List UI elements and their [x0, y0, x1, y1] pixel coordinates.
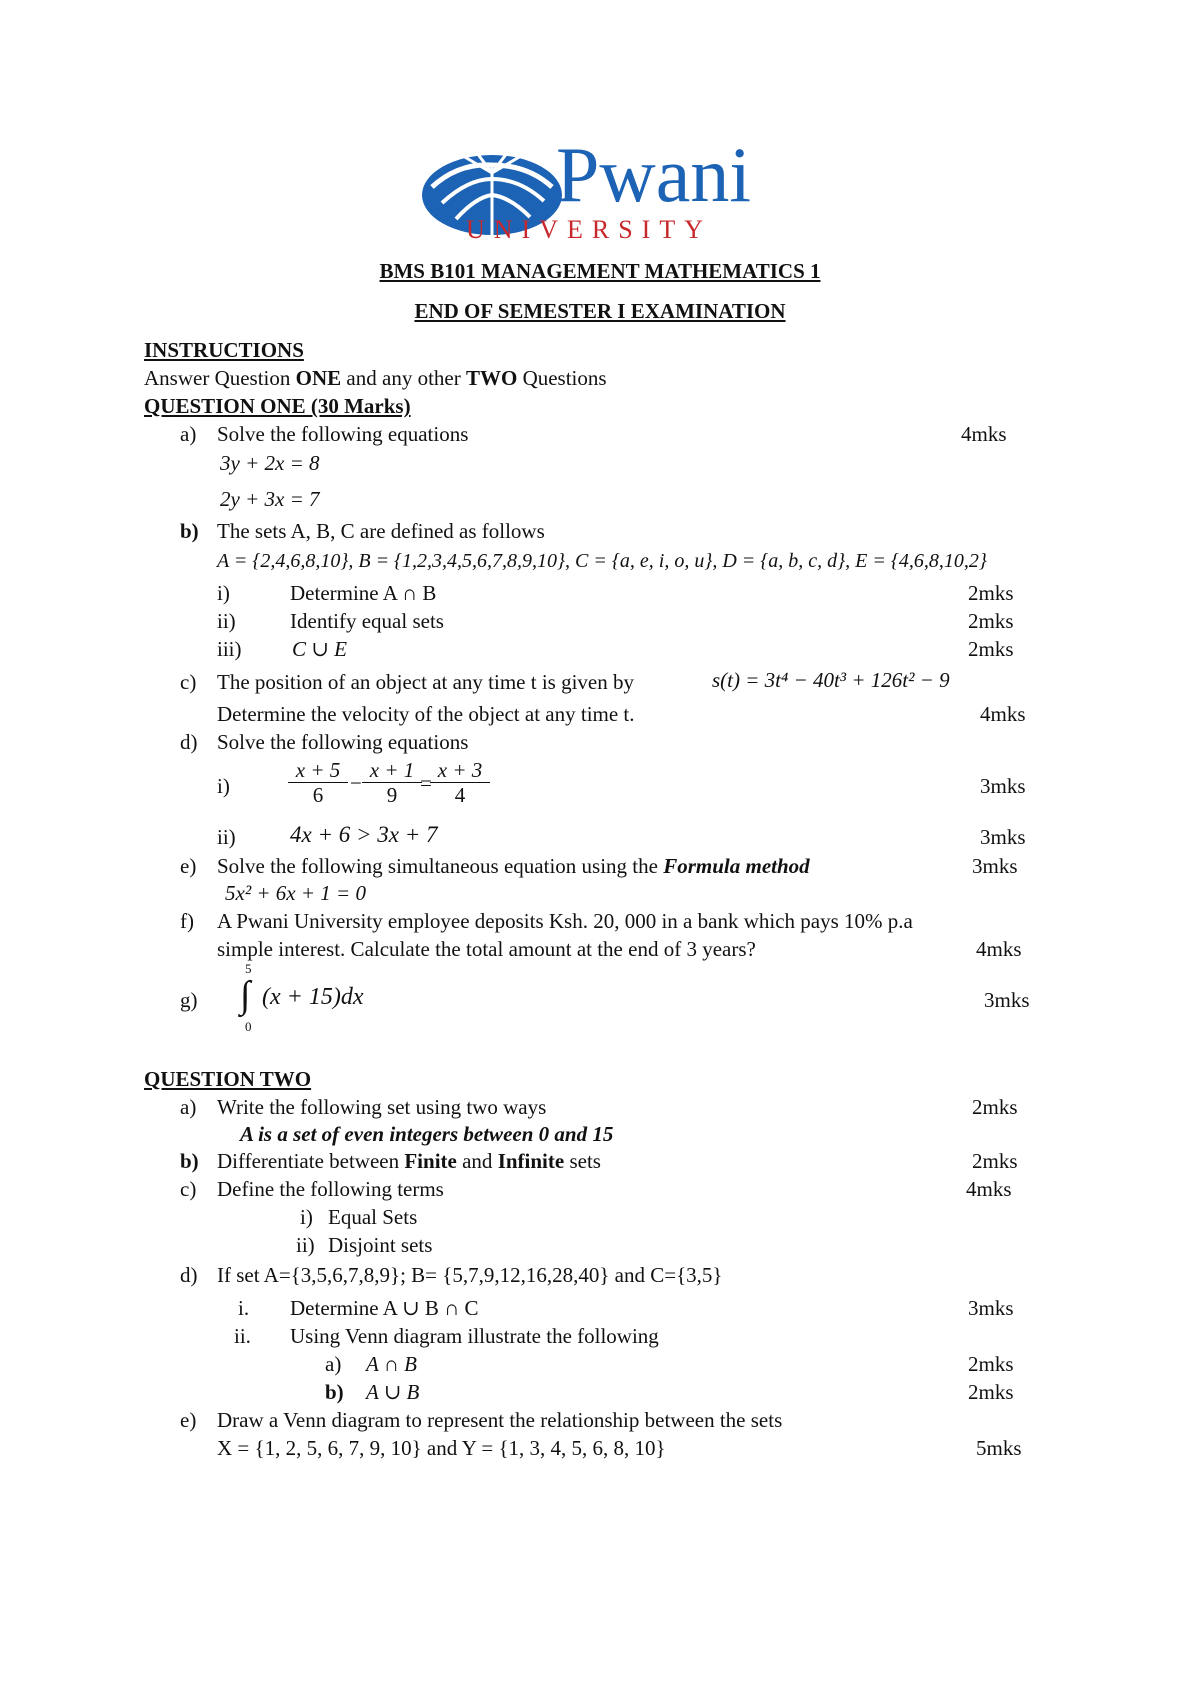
question-one-heading: QUESTION ONE (30 Marks) — [144, 394, 411, 418]
q2-d-ii-text: Using Venn diagram illustrate the following — [290, 1324, 659, 1348]
q1-g-label: g) — [180, 988, 198, 1012]
q1-d-i-operator-2: = — [420, 771, 432, 795]
q1-f-marks: 4mks — [976, 937, 1022, 961]
instructions-text: Answer Question ONE and any other TWO Questions — [144, 366, 607, 390]
q2-e-line2: X = {1, 2, 5, 6, 7, 9, 10} and Y = {1, 3, 4, 5, 6, 8, 10} — [217, 1436, 666, 1460]
q1-e-equation: 5x² + 6x + 1 = 0 — [225, 881, 366, 905]
q1-e-label: e) — [180, 854, 197, 878]
q1-f-label: f) — [180, 909, 194, 933]
q1-f-line2: simple interest. Calculate the total amount at the end of 3 years? — [217, 937, 756, 961]
q1-a-equation-1: 3y + 2x = 8 — [220, 451, 320, 475]
instructions-heading: INSTRUCTIONS — [144, 338, 304, 362]
fraction-denominator: 4 — [454, 783, 466, 807]
q1-b-text: The sets A, B, C are defined as follows — [217, 519, 545, 543]
q1-a-label: a) — [180, 422, 197, 446]
q2-d-b-label: b) — [325, 1380, 344, 1404]
logo-subtext: UNIVERSITY — [466, 215, 712, 244]
q2-b-label: b) — [180, 1149, 199, 1173]
q1-d-text: Solve the following equations — [217, 730, 469, 754]
q2-c-i-label: i) — [300, 1205, 313, 1229]
q1-c-text: The position of an object at any time t is given by — [217, 670, 634, 694]
q1-a-marks: 4mks — [961, 422, 1007, 446]
q2-d-i-text: Determine A ∪ B ∩ C — [290, 1296, 479, 1320]
q2-a-set: A is a set of even integers between 0 and 15 — [240, 1122, 614, 1146]
q1-g-integrand: (x + 15)dx — [262, 984, 364, 1010]
integral-upper-limit: 5 — [245, 961, 252, 976]
q2-c-label: c) — [180, 1177, 197, 1201]
exam-title: END OF SEMESTER I EXAMINATION — [414, 299, 786, 323]
q1-b-i-marks: 2mks — [968, 581, 1014, 605]
university-logo — [418, 131, 788, 244]
q2-d-i-marks: 3mks — [968, 1296, 1014, 1320]
q2-c-ii-text: Disjoint sets — [328, 1233, 433, 1257]
q2-d-text: If set A={3,5,6,7,8,9}; B= {5,7,9,12,16,28,40} and C={3,5} — [217, 1263, 723, 1287]
q1-b-label: b) — [180, 519, 199, 543]
q1-d-ii-text: 4x + 6 > 3x + 7 — [290, 822, 438, 847]
integral-sign-icon: ∫ — [240, 974, 251, 1016]
q2-e-label: e) — [180, 1408, 197, 1432]
q1-f-line1: A Pwani University employee deposits Ksh. 20, 000 in a bank which pays 10% p.a — [217, 909, 913, 933]
q1-b-ii-marks: 2mks — [968, 609, 1014, 633]
q1-d-i-fraction-2 — [362, 758, 422, 807]
q2-d-a-label: a) — [325, 1352, 342, 1376]
q1-d-i-fraction-3 — [430, 758, 490, 807]
q2-c-text: Define the following terms — [217, 1177, 444, 1201]
q2-c-marks: 4mks — [966, 1177, 1012, 1201]
q1-b-iii-text: C ∪ E — [292, 637, 347, 661]
q1-b-i-text: Determine A ∩ B — [290, 581, 437, 605]
q1-c-formula: s(t) = 3t⁴ − 40t³ + 126t² − 9 — [712, 668, 950, 692]
q2-e-line1: Draw a Venn diagram to represent the relationship between the sets — [217, 1408, 783, 1432]
course-title: BMS B101 MANAGEMENT MATHEMATICS 1 — [379, 259, 821, 283]
q1-d-i-marks: 3mks — [980, 774, 1026, 798]
q1-d-ii-label: ii) — [217, 825, 236, 849]
q2-d-label: d) — [180, 1263, 198, 1287]
q1-d-i-label: i) — [217, 774, 230, 798]
fraction-denominator: 6 — [312, 783, 324, 807]
question-two-heading: QUESTION TWO — [144, 1067, 312, 1091]
q1-d-ii-marks: 3mks — [980, 825, 1026, 849]
q2-b-marks: 2mks — [972, 1149, 1018, 1173]
fraction-numerator: x + 3 — [430, 758, 490, 783]
fraction-denominator: 9 — [386, 783, 398, 807]
fraction-numerator: x + 5 — [288, 758, 348, 783]
q2-a-marks: 2mks — [972, 1095, 1018, 1119]
q2-d-ii-label: ii. — [234, 1324, 251, 1348]
q2-d-b-marks: 2mks — [968, 1380, 1014, 1404]
q2-d-a-text: A ∩ B — [366, 1352, 417, 1376]
q1-b-ii-label: ii) — [217, 609, 236, 633]
integral-lower-limit: 0 — [245, 1019, 252, 1034]
logo-wordmark: Pwani — [556, 131, 751, 218]
q1-a-equation-2: 2y + 3x = 7 — [220, 487, 320, 511]
q2-d-a-marks: 2mks — [968, 1352, 1014, 1376]
q1-b-iii-label: iii) — [217, 637, 242, 661]
q1-b-ii-text: Identify equal sets — [290, 609, 444, 633]
q1-e-text: Solve the following simultaneous equation using the Formula method — [217, 854, 810, 878]
q1-d-i-operator-1: − — [350, 771, 362, 795]
q1-c-label: c) — [180, 670, 197, 694]
q1-d-i-fraction-1 — [288, 758, 348, 807]
q1-e-marks: 3mks — [972, 854, 1018, 878]
q1-a-text: Solve the following equations — [217, 422, 469, 446]
q2-e-marks: 5mks — [976, 1436, 1022, 1460]
q2-a-label: a) — [180, 1095, 197, 1119]
q2-d-b-text: A ∪ B — [366, 1380, 420, 1404]
q2-d-i-label: i. — [238, 1296, 250, 1320]
q2-a-text: Write the following set using two ways — [217, 1095, 547, 1119]
q1-c-line2: Determine the velocity of the object at any time t. — [217, 702, 635, 726]
q1-d-label: d) — [180, 730, 198, 754]
q1-b-sets: A = {2,4,6,8,10}, B = {1,2,3,4,5,6,7,8,9,10}, C = {a, e, i, o, u}, D = {a, b, c, d}, E = {4,6,8,10,2} — [217, 550, 987, 572]
q2-b-text: Differentiate between Finite and Infinite sets — [217, 1149, 601, 1173]
q1-b-i-label: i) — [217, 581, 230, 605]
q2-c-ii-label: ii) — [296, 1233, 315, 1257]
q2-c-i-text: Equal Sets — [328, 1205, 418, 1229]
q1-g-marks: 3mks — [984, 988, 1030, 1012]
q1-b-iii-marks: 2mks — [968, 637, 1014, 661]
q1-c-marks: 4mks — [980, 702, 1026, 726]
fraction-numerator: x + 1 — [362, 758, 422, 783]
